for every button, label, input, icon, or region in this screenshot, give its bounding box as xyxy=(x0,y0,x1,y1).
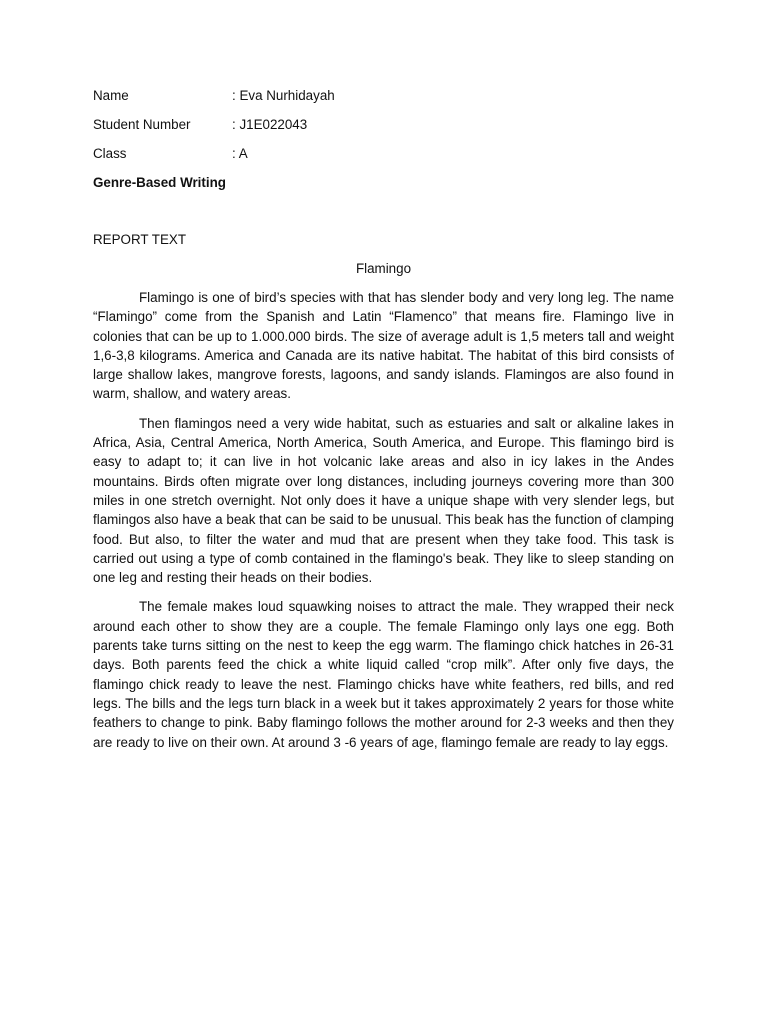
paragraph-reproduction: The female makes loud squawking noises to attract the male. They wrapped their neck around each other to show they are a couple. The female Flamingo only lays one egg. Both parents take turns sitting on the nest to keep the egg warm. The flamingo chick hatches in 26-31 days. Both parents feed the chick a white liquid called “crop milk”. After only five days, the flamingo chick ready to leave the nest. Flamingo chicks have white feathers, red bills, and red legs. The bills and the legs turn black in a week but it takes approximately 2 years for those white feathers to change to pink. Baby flamingo follows the mother around for 2-3 weeks and then they are ready to live on their own. At around 3 -6 years of age, flamingo female are ready to lay eggs. xyxy=(93,599,674,750)
student-number-label: Student Number xyxy=(93,117,191,132)
class-value: : A xyxy=(232,146,248,161)
report-type-label: REPORT TEXT xyxy=(93,232,187,247)
name-row xyxy=(93,87,335,105)
name-value: : Eva Nurhidayah xyxy=(232,88,335,103)
genre-heading: Genre-Based Writing xyxy=(93,175,226,190)
class-row xyxy=(93,145,248,163)
name-label: Name xyxy=(93,88,129,103)
student-number-value: : J1E022043 xyxy=(232,117,308,132)
paragraph-habitat-details: Then flamingos need a very wide habitat, such as estuaries and salt or alkaline lakes in Africa, Asia, Central America, North America, South America, and Europe. This flamingo bird is easy to adapt to; it can live in hot volcanic lake areas and also in icy lakes in the Andes mountains. Birds often migrate over long distances, including journeys covering more than 300 miles in one stretch overnight. Not only does it have a unique shape with very slender legs, but flamingos also have a beak that can be said to be unusual. This beak has the function of clamping food. But also, to filter the water and mud that are present when they take food. This task is carried out using a type of comb contained in the flamingo's beak. They like to sleep standing on one leg and resting their heads on their bodies. xyxy=(93,415,674,586)
report-body xyxy=(93,288,674,762)
class-label: Class xyxy=(93,146,127,161)
report-title: Flamingo xyxy=(355,261,412,276)
paragraph-habitat-intro: Flamingo is one of bird’s species with that has slender body and very long leg. The name “Flamingo” come from the Spanish and Latin “Flamenco” that means fire. Flamingo live in colonies that can be up to 1.000.000 birds. The size of average adult is 1,5 meters tall and weight 1,6-3,8 kilograms. America and Canada are its native habitat. The habitat of this bird consists of large shallow lakes, mangrove forests, lagoons, and sandy islands. Flamingos are also found in warm, shallow, and watery areas. xyxy=(93,290,674,402)
student-number-row xyxy=(93,116,307,134)
